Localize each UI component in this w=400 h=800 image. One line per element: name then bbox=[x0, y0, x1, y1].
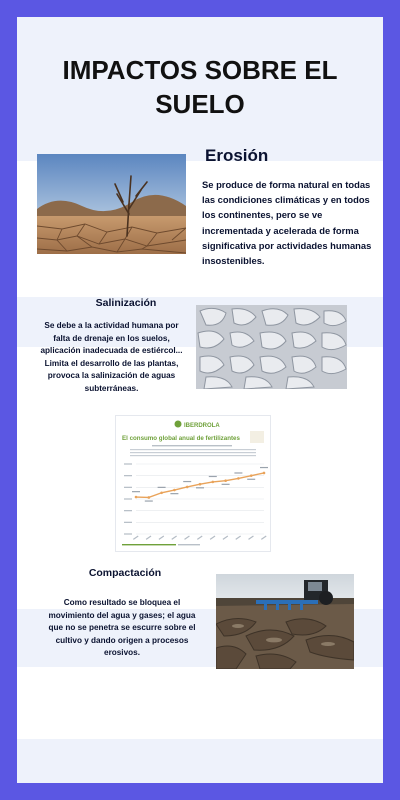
x-tick-label bbox=[235, 535, 241, 539]
data-point bbox=[148, 496, 151, 499]
salinization-photo bbox=[196, 305, 347, 389]
data-point bbox=[263, 472, 266, 475]
data-point bbox=[237, 477, 240, 480]
data-label bbox=[247, 479, 255, 480]
chart-title-illustration bbox=[250, 431, 264, 443]
data-point bbox=[186, 486, 189, 489]
x-tick-label bbox=[223, 535, 229, 539]
chart-subtitle-lines bbox=[130, 445, 256, 456]
x-tick-label bbox=[248, 535, 254, 539]
data-label bbox=[132, 491, 140, 492]
page-title: IMPACTOS SOBRE EL SUELO bbox=[62, 55, 338, 119]
y-tick-label bbox=[124, 463, 132, 464]
data-label bbox=[234, 472, 242, 473]
data-point bbox=[135, 496, 138, 499]
data-label bbox=[260, 467, 268, 468]
poster bbox=[17, 17, 383, 783]
y-tick-label bbox=[124, 487, 132, 488]
data-point bbox=[160, 491, 163, 494]
data-point bbox=[212, 481, 215, 484]
data-point bbox=[199, 483, 202, 486]
brand-name: IBERDROLA bbox=[184, 423, 220, 429]
chart-source-line bbox=[122, 544, 200, 545]
x-tick-label bbox=[184, 535, 190, 539]
y-tick-label bbox=[124, 498, 132, 499]
salinization-text: Se debe a la actividad humana por falta de drenaje en los suelos, aplicación inadecuada de estiércol... Limita el desarrollo de las plantas, provoca la salinización de aguas subterráneas. bbox=[40, 321, 183, 393]
x-tick-label bbox=[210, 535, 216, 539]
x-tick-label bbox=[146, 535, 152, 539]
x-tick-label bbox=[171, 535, 177, 539]
data-label bbox=[196, 487, 204, 488]
compaction-photo bbox=[216, 574, 354, 669]
x-tick-label bbox=[159, 535, 165, 539]
data-label bbox=[170, 493, 178, 494]
x-tick-label bbox=[133, 535, 139, 539]
compaction-text: Como resultado se bloquea el movimiento del agua y gases; el agua que no se penetra se escurre sobre el cultivo y dando origen a procesos erosivos. bbox=[48, 598, 196, 658]
erosion-heading: Erosión bbox=[205, 146, 269, 165]
y-tick-label bbox=[124, 510, 132, 511]
data-point bbox=[250, 474, 253, 477]
erosion-text: Se produce de forma natural en todas las condiciones climáticas y en todos los continentes, pero se ve incrementada y acelerada de forma significativa por actividades humanas insostenibles. bbox=[202, 179, 372, 267]
data-label bbox=[183, 481, 191, 482]
data-label bbox=[145, 500, 153, 501]
salinization-heading: Salinización bbox=[95, 297, 157, 309]
x-tick-label bbox=[197, 535, 203, 539]
erosion-photo bbox=[37, 154, 186, 254]
x-tick-label bbox=[261, 535, 267, 539]
fertilizer-chart bbox=[116, 416, 272, 553]
compaction-heading: Compactación bbox=[88, 567, 162, 579]
y-tick-label bbox=[124, 522, 132, 523]
data-label bbox=[158, 487, 166, 488]
band-bottom bbox=[17, 667, 383, 739]
data-point bbox=[224, 479, 227, 482]
data-point bbox=[173, 489, 176, 492]
y-tick-label bbox=[124, 533, 132, 534]
data-label bbox=[222, 484, 230, 485]
data-label bbox=[209, 476, 217, 477]
chart-title: El consumo global anual de fertilizantes bbox=[122, 435, 240, 442]
fertilizer-chart-card bbox=[115, 415, 271, 552]
y-tick-label bbox=[124, 475, 132, 476]
brand-logo-icon bbox=[175, 421, 182, 428]
